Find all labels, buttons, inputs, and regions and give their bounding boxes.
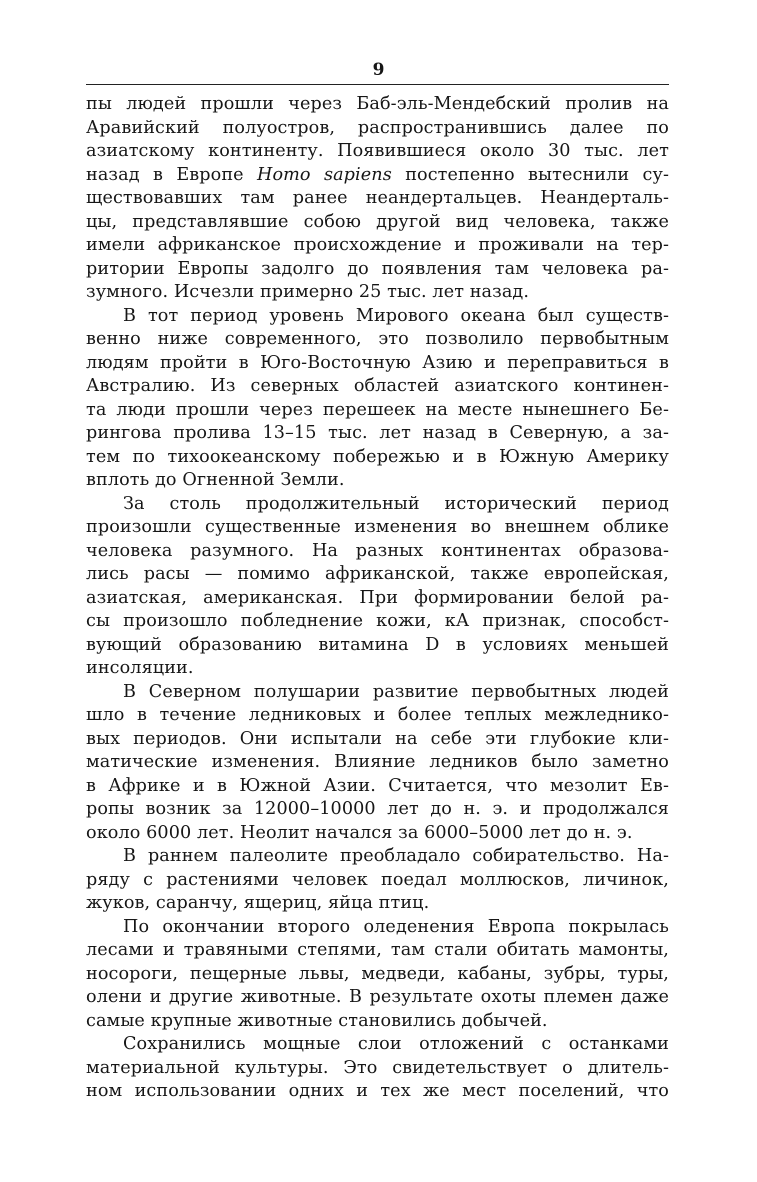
- text-line: материальной культуры. Это свидетельствует о длитель-: [86, 1057, 669, 1078]
- text-line: олени и другие животные. В результате охоты племен даже: [86, 987, 669, 1007]
- text-line: инсоляции.: [86, 658, 194, 678]
- text-line: имели африканское происхождение и проживали на тер-: [86, 235, 669, 255]
- text-line: шло в течение ледниковых и более теплых межледнико-: [86, 705, 669, 725]
- text-line: зумного. Исчезли примерно 25 тыс. лет назад.: [86, 282, 530, 302]
- text-line: По окончании второго оледенения Европа покрылась: [123, 916, 669, 937]
- text-line: цы, представлявшие собою другой вид человека, также: [86, 211, 669, 232]
- header-rule: [86, 84, 669, 85]
- text-line: лись расы — помимо африканской, также европейская,: [86, 564, 669, 584]
- text-line: жуков, саранчу, ящериц, яйца птиц.: [86, 893, 430, 913]
- text-line: назад в Европе Homo sapiens постепенно вытеснили су-: [86, 164, 669, 185]
- text-line: произошли существенные изменения во внешнем облике: [86, 517, 669, 537]
- text-line: ществовавших там ранее неандертальцев. Неандерталь-: [86, 188, 669, 208]
- text-line: В Северном полушарии развитие первобытных людей: [123, 681, 669, 702]
- paragraph: [86, 681, 669, 846]
- text-line: ритории Европы задолго до появления там человека ра-: [86, 258, 669, 279]
- paragraph: [86, 845, 669, 916]
- text-line: азиатскому континенту. Появившиеся около 30 тыс. лет: [86, 141, 669, 161]
- paragraph: [86, 93, 669, 305]
- text-line: пы людей прошли через Баб-эль-Мендебский пролив на: [86, 94, 669, 114]
- text-line: человека разумного. На разных континентах образова-: [86, 540, 669, 561]
- text-line: рингова пролива 13–15 тыс. лет назад в Северную, а за-: [86, 423, 669, 443]
- text-line: Сохранились мощные слои отложений с останками: [123, 1034, 669, 1054]
- text-line: азиатская, американская. При формировании белой ра-: [86, 587, 669, 608]
- text-line: самые крупные животные становились добычей.: [86, 1010, 548, 1031]
- text-line: вплоть до Огненной Земли.: [86, 470, 345, 490]
- text-line: около 6000 лет. Неолит начался за 6000–5000 лет до н. э.: [86, 822, 633, 843]
- text-line: сы произошло побледнение кожи, кА признак, способст-: [86, 611, 669, 631]
- text-line: вующий образованию витамина D в условиях меньшей: [86, 634, 669, 655]
- page-number: 9: [372, 60, 385, 80]
- text-line: Австралию. Из северных областей азиатского континен-: [86, 376, 669, 396]
- text-body: [86, 93, 669, 1104]
- text-line: матические изменения. Влияние ледников было заметно: [86, 752, 669, 772]
- paragraph: [86, 1033, 669, 1104]
- text-line: лесами и травяными степями, там стали обитать мамонты,: [86, 940, 669, 960]
- paragraph: [86, 493, 669, 681]
- text-line: ряду с растениями человек поедал моллюсков, личинок,: [86, 869, 669, 890]
- paragraph: [86, 305, 669, 493]
- text-line: вых периодов. Они испытали на себе эти глубокие кли-: [86, 728, 669, 749]
- text-line: тем по тихоокеанскому побережью и в Южную Америку: [86, 446, 669, 467]
- paragraph: [86, 916, 669, 1034]
- text-line: ропы возник за 12000–10000 лет до н. э. и продолжался: [86, 799, 669, 819]
- text-line: За столь продолжительный исторический период: [123, 493, 669, 514]
- italic-term: Homo sapiens: [257, 164, 392, 185]
- text-line: та люди прошли через перешеек на месте нынешнего Бе-: [86, 399, 669, 420]
- text-line: людям пройти в Юго-Восточную Азию и переправиться в: [86, 352, 669, 373]
- text-line: Аравийский полуостров, распространившись далее по: [86, 117, 669, 138]
- text-line: В раннем палеолите преобладало собирательство. На-: [123, 846, 669, 866]
- text-line: носороги, пещерные львы, медведи, кабаны, зубры, туры,: [86, 963, 669, 984]
- text-line: в Африке и в Южной Азии. Считается, что мезолит Ев-: [86, 775, 669, 796]
- text-line: ном использовании одних и тех же мест поселений, что: [86, 1081, 669, 1101]
- text-line: венно ниже современного, это позволило первобытным: [86, 329, 669, 349]
- text-line: В тот период уровень Мирового океана был существ-: [123, 305, 669, 326]
